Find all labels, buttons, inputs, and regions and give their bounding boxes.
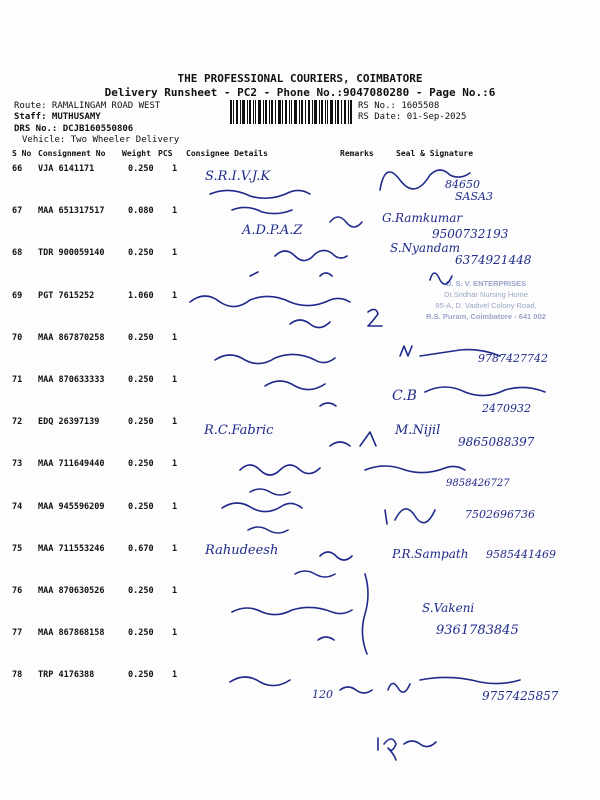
row-weight: 0.250	[128, 628, 154, 639]
handwritten-stroke	[290, 320, 330, 328]
row-sno: 74	[12, 501, 23, 512]
row-pcs: 1	[172, 628, 178, 639]
handwritten-stroke	[210, 190, 310, 198]
col-weight: Weight	[122, 149, 151, 158]
handwritten-text: 120	[312, 688, 333, 701]
handwritten-text: 9787427742	[478, 352, 548, 365]
handwritten-text: 9858426727	[446, 478, 510, 489]
row-weight: 0.670	[128, 543, 154, 554]
handwritten-stroke	[378, 738, 436, 760]
row-pcs: 1	[172, 332, 178, 343]
handwritten-stroke	[222, 503, 302, 512]
row-weight: 0.250	[128, 332, 154, 343]
row-pcs: 1	[172, 586, 178, 596]
handwritten-text: Rahudeesh	[205, 543, 279, 558]
row-pcs: 1	[172, 670, 178, 681]
row-consignment: EDQ 26397139	[38, 417, 100, 428]
vehicle-label: Vehicle: Two Wheeler Delivery	[22, 135, 180, 145]
handwritten-stroke	[232, 207, 292, 213]
row-weight: 0.250	[128, 501, 154, 512]
handwritten-stroke	[265, 381, 325, 390]
handwritten-text: P.R.Sampath	[392, 547, 469, 561]
handwritten-text: C.B	[392, 388, 417, 404]
route-label: Route: RAMALINGAM ROAD WEST	[14, 101, 161, 111]
row-consignment: MAA 651317517	[38, 206, 105, 217]
drs-label: DRS No.: DCJB160550806	[14, 124, 134, 134]
row-sno: 66	[12, 164, 23, 174]
handwritten-stroke	[368, 309, 382, 326]
rs-date-label: RS Date: 01-Sep-2025	[358, 112, 467, 122]
row-sno: 71	[12, 375, 23, 385]
row-consignment: MAA 867870258	[38, 332, 105, 343]
row-weight: 1.060	[128, 290, 154, 301]
row-weight: 0.250	[128, 586, 154, 596]
handwritten-stroke	[248, 527, 288, 533]
handwritten-stroke	[330, 432, 376, 446]
row-pcs: 1	[172, 543, 178, 554]
seal-stroke	[385, 509, 435, 524]
handwritten-stroke	[362, 574, 368, 654]
handwritten-stroke	[275, 250, 347, 260]
handwritten-text: 7502696736	[465, 508, 535, 521]
row-consignment: MAA 870633333	[38, 375, 105, 385]
rs-no-label: RS No.: 1605508	[358, 101, 440, 111]
row-weight: 0.250	[128, 417, 154, 428]
handwritten-stroke	[190, 296, 350, 307]
stamp-line: 95-A, D. Vadivel Colony Road,	[435, 301, 537, 310]
row-pcs: 1	[172, 375, 178, 385]
handwritten-stroke	[250, 489, 290, 495]
col-pcs: PCS	[158, 149, 173, 158]
row-sno: 69	[12, 290, 23, 301]
stamp-line: R.S. Puram, Coimbatore - 641 002	[426, 312, 546, 321]
handwritten-text: G.Ramkumar	[382, 211, 463, 225]
stamp-line: D. S. V. ENTERPRISES	[445, 279, 527, 288]
row-consignment: MAA 870630526	[38, 586, 105, 596]
row-weight: 0.250	[128, 459, 154, 470]
handwritten-stroke	[230, 677, 290, 686]
handwritten-text: S.Vakeni	[422, 601, 475, 615]
handwritten-text: 84650	[445, 178, 480, 191]
row-pcs: 1	[172, 248, 178, 259]
row-pcs: 1	[172, 206, 178, 217]
row-consignment: TRP 4176388	[38, 670, 95, 681]
handwritten-text: A.D.P.A.Z	[242, 223, 303, 238]
handwritten-text: 2470932	[482, 402, 531, 415]
handwritten-stroke	[340, 687, 372, 693]
row-pcs: 1	[172, 164, 178, 174]
row-consignment: PGT 7615252	[38, 290, 95, 301]
col-details: Consignee Details	[186, 149, 268, 158]
company-title: THE PROFESSIONAL COURIERS, COIMBATORE	[177, 72, 423, 85]
seal-stroke	[425, 387, 545, 396]
handwritten-stroke	[215, 354, 335, 363]
row-pcs: 1	[172, 290, 178, 301]
handwritten-text: M.Nijil	[395, 423, 441, 438]
col-consignment: Consignment No	[38, 149, 106, 158]
row-weight: 0.080	[128, 206, 154, 217]
col-sno: S No	[12, 149, 32, 158]
handwritten-stroke	[320, 403, 336, 406]
handwritten-stroke	[365, 466, 465, 473]
row-sno: 78	[12, 670, 23, 681]
row-sno: 77	[12, 628, 23, 639]
row-consignment: MAA 711649440	[38, 459, 105, 470]
handwritten-text: R.C.Fabric	[204, 423, 274, 438]
handwritten-text: S.Nyandam	[390, 241, 460, 255]
row-consignment: TDR 900059140	[38, 248, 105, 259]
handwritten-stroke	[232, 607, 352, 614]
runsheet-subtitle: Delivery Runsheet - PC2 - Phone No.:9047080280 - Page No.:6	[104, 86, 496, 99]
row-weight: 0.250	[128, 248, 154, 259]
handwritten-text: 6374921448	[455, 253, 532, 267]
row-consignment: MAA 867868158	[38, 628, 105, 639]
row-pcs: 1	[172, 459, 178, 470]
handwritten-stroke	[318, 637, 334, 640]
row-sno: 72	[12, 417, 23, 428]
row-sno: 75	[12, 543, 23, 554]
row-weight: 0.250	[128, 164, 154, 174]
handwritten-stroke	[330, 217, 362, 227]
row-consignment: MAA 945596209	[38, 501, 105, 512]
row-consignment: MAA 711553246	[38, 543, 105, 554]
row-weight: 0.250	[128, 375, 154, 385]
handwritten-text: S.R.I.V.J.K	[205, 169, 271, 184]
col-seal: Seal & Signature	[396, 149, 474, 158]
row-pcs: 1	[172, 501, 178, 512]
handwritten-text: 9757425857	[482, 689, 559, 703]
handwritten-text: 9865088397	[458, 435, 535, 449]
handwritten-stroke	[250, 272, 332, 276]
handwritten-stroke	[295, 571, 335, 577]
row-sno: 76	[12, 586, 23, 596]
staff-label: Staff: MUTHUSAMY	[14, 112, 101, 122]
row-pcs: 1	[172, 417, 178, 428]
seal-stroke	[430, 273, 452, 284]
handwritten-text: SASA3	[455, 190, 493, 203]
row-sno: 67	[12, 206, 23, 217]
col-remarks: Remarks	[340, 149, 374, 158]
row-weight: 0.250	[128, 670, 154, 681]
row-sno: 73	[12, 459, 23, 470]
row-sno: 70	[12, 332, 23, 343]
stamp-line: Dr.Sridhar Nursing Home	[444, 290, 528, 299]
handwritten-stroke	[320, 552, 352, 560]
handwritten-text: 9500732193	[432, 227, 509, 241]
row-sno: 68	[12, 248, 23, 259]
handwritten-text: 9361783845	[436, 623, 519, 638]
handwritten-text: 9585441469	[486, 548, 556, 561]
row-consignment: VJA 6141171	[38, 164, 95, 174]
handwritten-stroke	[240, 465, 320, 475]
